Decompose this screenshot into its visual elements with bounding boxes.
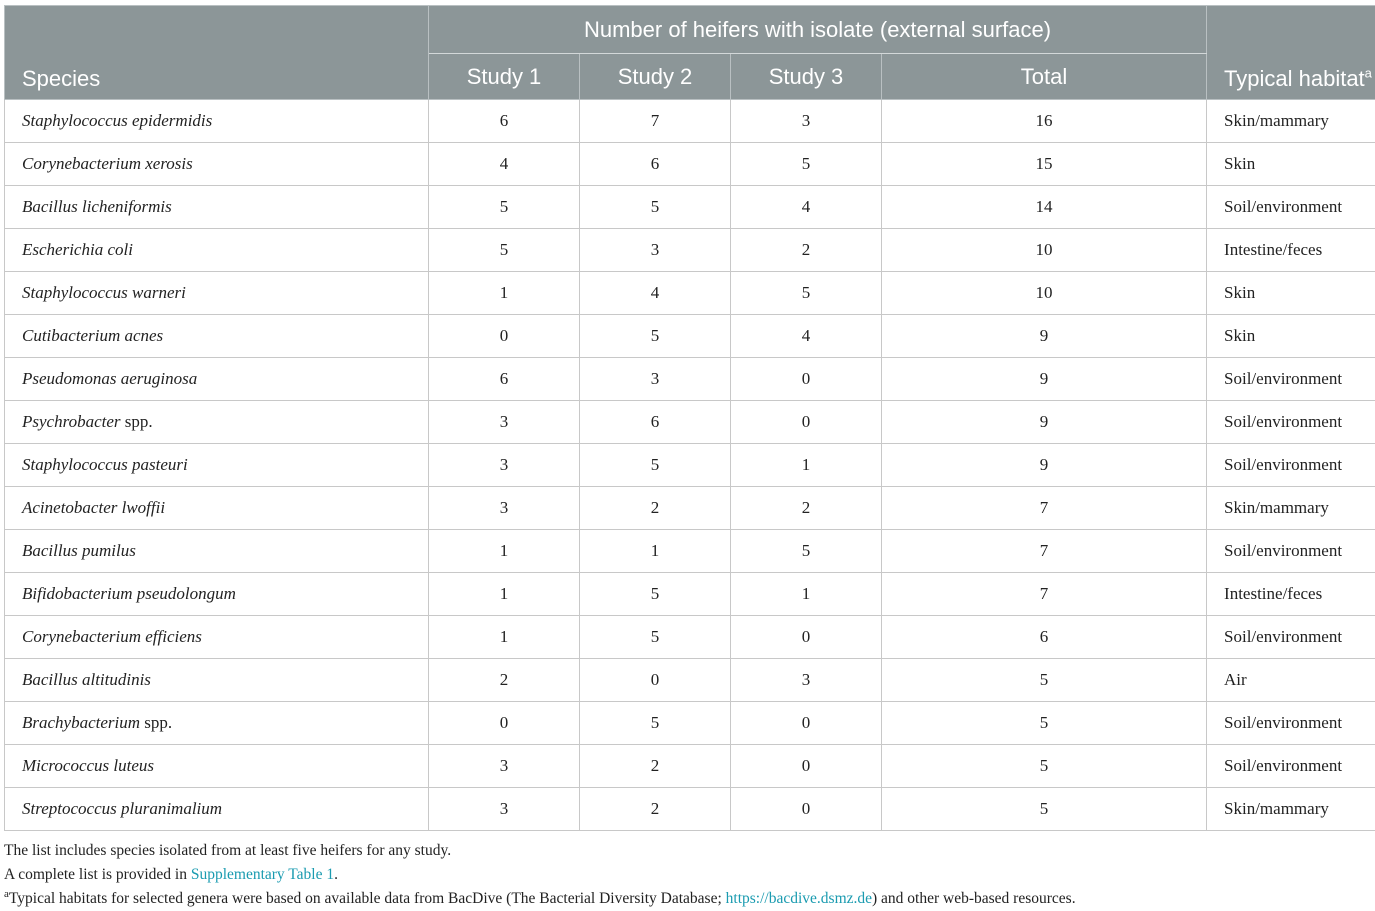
study2-cell: 5 bbox=[580, 444, 731, 487]
species-cell bbox=[5, 186, 429, 229]
species-cell bbox=[5, 444, 429, 487]
study2-cell: 2 bbox=[580, 788, 731, 831]
study2-column-header: Study 2 bbox=[580, 54, 731, 100]
habitat-column-header bbox=[1207, 6, 1375, 100]
study1-cell: 5 bbox=[429, 229, 580, 272]
table-header bbox=[5, 6, 1375, 100]
species-cell bbox=[5, 788, 429, 831]
table-footnotes bbox=[4, 839, 1370, 911]
species-name: Psychrobacter bbox=[22, 412, 121, 431]
study1-cell: 0 bbox=[429, 315, 580, 358]
study3-cell: 5 bbox=[731, 143, 882, 186]
species-cell bbox=[5, 573, 429, 616]
footnote-2 bbox=[4, 863, 1370, 887]
study2-cell: 5 bbox=[580, 186, 731, 229]
total-cell: 7 bbox=[882, 573, 1207, 616]
study2-cell: 7 bbox=[580, 100, 731, 143]
study2-cell: 1 bbox=[580, 530, 731, 573]
habitat-cell: Skin bbox=[1207, 272, 1375, 315]
table-row bbox=[5, 745, 1375, 788]
habitat-cell: Skin bbox=[1207, 143, 1375, 186]
habitat-cell: Soil/environment bbox=[1207, 186, 1375, 229]
species-cell bbox=[5, 401, 429, 444]
habitat-cell: Soil/environment bbox=[1207, 702, 1375, 745]
table-row bbox=[5, 143, 1375, 186]
habitat-cell: Soil/environment bbox=[1207, 401, 1375, 444]
species-cell bbox=[5, 745, 429, 788]
footnote-3-text: Typical habitats for selected genera were based on available data from BacDive (The Bacterial Diversity Database; bbox=[9, 890, 726, 907]
table-row bbox=[5, 788, 1375, 831]
table-row bbox=[5, 616, 1375, 659]
table-row bbox=[5, 487, 1375, 530]
total-cell: 16 bbox=[882, 100, 1207, 143]
species-cell bbox=[5, 358, 429, 401]
total-cell: 9 bbox=[882, 444, 1207, 487]
study3-cell: 2 bbox=[731, 487, 882, 530]
study2-cell: 3 bbox=[580, 229, 731, 272]
total-cell: 9 bbox=[882, 315, 1207, 358]
habitat-cell: Soil/environment bbox=[1207, 358, 1375, 401]
habitat-cell: Skin/mammary bbox=[1207, 487, 1375, 530]
study1-cell: 2 bbox=[429, 659, 580, 702]
study3-cell: 5 bbox=[731, 272, 882, 315]
footnote-2-end: . bbox=[334, 866, 338, 883]
total-cell: 6 bbox=[882, 616, 1207, 659]
habitat-cell: Air bbox=[1207, 659, 1375, 702]
study2-cell: 6 bbox=[580, 143, 731, 186]
study1-cell: 5 bbox=[429, 186, 580, 229]
study2-cell: 2 bbox=[580, 487, 731, 530]
table-row bbox=[5, 702, 1375, 745]
table-row bbox=[5, 530, 1375, 573]
species-suffix: spp. bbox=[121, 412, 153, 431]
habitat-cell: Intestine/feces bbox=[1207, 229, 1375, 272]
table-row bbox=[5, 315, 1375, 358]
species-name: Pseudomonas aeruginosa bbox=[22, 369, 197, 388]
habitat-cell: Intestine/feces bbox=[1207, 573, 1375, 616]
species-suffix: spp. bbox=[140, 713, 172, 732]
study1-cell: 1 bbox=[429, 573, 580, 616]
species-cell bbox=[5, 143, 429, 186]
total-cell: 7 bbox=[882, 530, 1207, 573]
total-cell: 5 bbox=[882, 702, 1207, 745]
species-column-header: Species bbox=[5, 6, 429, 100]
table-row bbox=[5, 573, 1375, 616]
study1-cell: 6 bbox=[429, 358, 580, 401]
table-row bbox=[5, 659, 1375, 702]
habitat-cell: Skin bbox=[1207, 315, 1375, 358]
footnote-3 bbox=[4, 887, 1370, 911]
study3-cell: 0 bbox=[731, 745, 882, 788]
study3-cell: 0 bbox=[731, 616, 882, 659]
total-cell: 14 bbox=[882, 186, 1207, 229]
habitat-cell: Soil/environment bbox=[1207, 530, 1375, 573]
study2-cell: 2 bbox=[580, 745, 731, 788]
species-name: Staphylococcus epidermidis bbox=[22, 111, 212, 130]
study1-cell: 1 bbox=[429, 530, 580, 573]
study2-cell: 4 bbox=[580, 272, 731, 315]
study2-cell: 5 bbox=[580, 702, 731, 745]
table-row bbox=[5, 401, 1375, 444]
bacdive-link[interactable]: https://bacdive.dsmz.de bbox=[726, 890, 872, 907]
study1-cell: 6 bbox=[429, 100, 580, 143]
species-name: Acinetobacter lwoffii bbox=[22, 498, 165, 517]
study3-cell: 2 bbox=[731, 229, 882, 272]
total-cell: 10 bbox=[882, 272, 1207, 315]
study1-column-header: Study 1 bbox=[429, 54, 580, 100]
species-cell bbox=[5, 229, 429, 272]
table-row bbox=[5, 229, 1375, 272]
supplementary-table-link[interactable]: Supplementary Table 1 bbox=[191, 866, 334, 883]
study1-cell: 0 bbox=[429, 702, 580, 745]
study3-cell: 0 bbox=[731, 358, 882, 401]
species-cell bbox=[5, 616, 429, 659]
species-cell bbox=[5, 702, 429, 745]
table-body bbox=[5, 100, 1375, 831]
footnote-3-mark: a bbox=[4, 888, 9, 900]
total-cell: 7 bbox=[882, 487, 1207, 530]
study2-cell: 6 bbox=[580, 401, 731, 444]
total-cell: 10 bbox=[882, 229, 1207, 272]
study3-cell: 4 bbox=[731, 186, 882, 229]
species-name: Staphylococcus pasteuri bbox=[22, 455, 188, 474]
total-cell: 9 bbox=[882, 358, 1207, 401]
study1-cell: 1 bbox=[429, 272, 580, 315]
species-name: Staphylococcus warneri bbox=[22, 283, 186, 302]
study2-cell: 5 bbox=[580, 616, 731, 659]
study3-cell: 3 bbox=[731, 659, 882, 702]
species-name: Bacillus altitudinis bbox=[22, 670, 151, 689]
total-cell: 9 bbox=[882, 401, 1207, 444]
study2-cell: 5 bbox=[580, 573, 731, 616]
habitat-cell: Skin/mammary bbox=[1207, 100, 1375, 143]
species-name: Bacillus licheniformis bbox=[22, 197, 172, 216]
table-row bbox=[5, 186, 1375, 229]
species-table bbox=[4, 5, 1375, 831]
study3-cell: 0 bbox=[731, 702, 882, 745]
table-row bbox=[5, 444, 1375, 487]
total-cell: 5 bbox=[882, 788, 1207, 831]
study2-cell: 5 bbox=[580, 315, 731, 358]
study3-cell: 3 bbox=[731, 100, 882, 143]
total-cell: 5 bbox=[882, 659, 1207, 702]
study1-cell: 3 bbox=[429, 745, 580, 788]
study1-cell: 4 bbox=[429, 143, 580, 186]
study3-cell: 0 bbox=[731, 788, 882, 831]
habitat-cell: Soil/environment bbox=[1207, 616, 1375, 659]
study1-cell: 3 bbox=[429, 788, 580, 831]
study3-column-header: Study 3 bbox=[731, 54, 882, 100]
footnote-2-text: A complete list is provided in bbox=[4, 866, 191, 883]
total-cell: 15 bbox=[882, 143, 1207, 186]
habitat-cell: Soil/environment bbox=[1207, 444, 1375, 487]
group-column-header: Number of heifers with isolate (external surface) bbox=[429, 6, 1207, 54]
study1-cell: 1 bbox=[429, 616, 580, 659]
total-cell: 5 bbox=[882, 745, 1207, 788]
species-name: Micrococcus luteus bbox=[22, 756, 154, 775]
study1-cell: 3 bbox=[429, 444, 580, 487]
species-cell bbox=[5, 530, 429, 573]
total-column-header: Total bbox=[882, 54, 1207, 100]
species-name: Escherichia coli bbox=[22, 240, 133, 259]
table-row bbox=[5, 100, 1375, 143]
species-cell bbox=[5, 100, 429, 143]
footnote-1: The list includes species isolated from at least five heifers for any study. bbox=[4, 839, 1370, 863]
habitat-footnote-mark: a bbox=[1365, 66, 1372, 81]
species-name: Bifidobacterium pseudolongum bbox=[22, 584, 236, 603]
species-name: Bacillus pumilus bbox=[22, 541, 136, 560]
species-cell bbox=[5, 659, 429, 702]
species-cell bbox=[5, 315, 429, 358]
study1-cell: 3 bbox=[429, 487, 580, 530]
species-name: Cutibacterium acnes bbox=[22, 326, 163, 345]
species-cell bbox=[5, 272, 429, 315]
study3-cell: 1 bbox=[731, 573, 882, 616]
habitat-cell: Soil/environment bbox=[1207, 745, 1375, 788]
study3-cell: 4 bbox=[731, 315, 882, 358]
species-name: Brachybacterium bbox=[22, 713, 140, 732]
footnote-3-end: ) and other web-based resources. bbox=[872, 890, 1076, 907]
species-name: Corynebacterium efficiens bbox=[22, 627, 202, 646]
habitat-header-label: Typical habitat bbox=[1224, 66, 1365, 91]
study1-cell: 3 bbox=[429, 401, 580, 444]
study3-cell: 1 bbox=[731, 444, 882, 487]
table-container bbox=[4, 5, 1370, 911]
table-row bbox=[5, 272, 1375, 315]
table-row bbox=[5, 358, 1375, 401]
study3-cell: 0 bbox=[731, 401, 882, 444]
species-cell bbox=[5, 487, 429, 530]
habitat-cell: Skin/mammary bbox=[1207, 788, 1375, 831]
study3-cell: 5 bbox=[731, 530, 882, 573]
study2-cell: 0 bbox=[580, 659, 731, 702]
species-name: Corynebacterium xerosis bbox=[22, 154, 193, 173]
species-name: Streptococcus pluranimalium bbox=[22, 799, 222, 818]
study2-cell: 3 bbox=[580, 358, 731, 401]
